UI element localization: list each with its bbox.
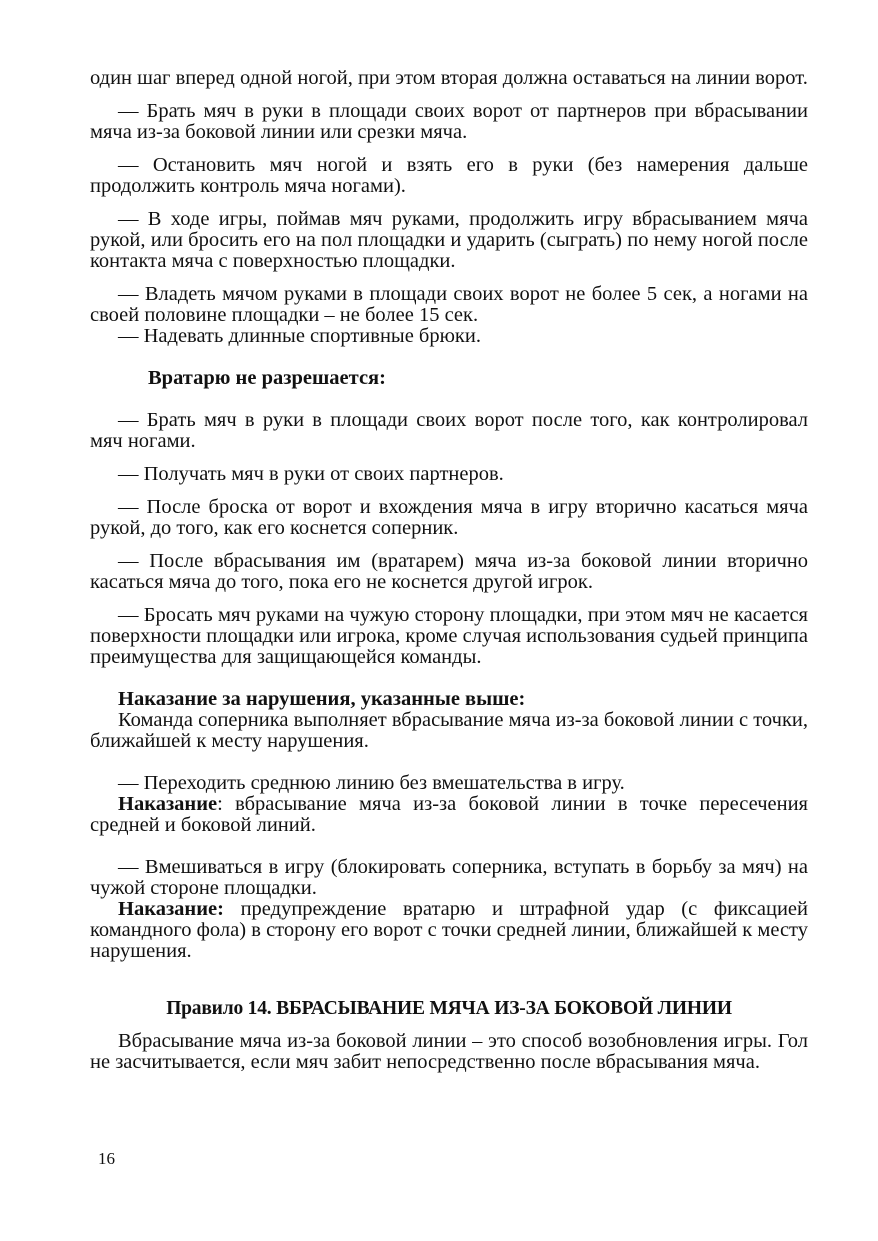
paragraph: — Владеть мячом руками в площади своих ворот не более 5 сек, а ногами на своей половине площадки – не более 15 сек. — [90, 283, 808, 326]
section-heading: Вратарю не разрешается: — [148, 367, 386, 389]
paragraph: — Остановить мяч ногой и взять его в руки (без намерения дальше продолжить контроль мяча ногами). — [90, 154, 808, 197]
penalty-text: Команда соперника выполняет вбрасывание мяча из-за боковой линии с точки, ближайшей к месту нарушения. — [90, 709, 808, 752]
list-item: — После вбрасывания им (вратарем) мяча из-за боковой линии вторично касаться мяча до того, пока его не коснется другой игрок. — [90, 550, 808, 593]
penalty-text — [90, 794, 808, 836]
paragraph: — В ходе игры, поймав мяч руками, продолжить игру вбрасыванием мяча рукой, или бросить его на пол площадки и ударить (сыграть) по нему ногой после контакта мяча с поверхностью площадки. — [90, 208, 808, 272]
rule-item: — Вмешиваться в игру (блокировать соперника, вступать в борьбу за мяч) на чужой стороне площадки. — [90, 856, 808, 899]
penalty-description: : вбрасывание мяча из-за боковой линии в точке пересечения средней и боковой линий. — [90, 793, 808, 836]
rule-item: — Переходить среднюю линию без вмешательства в игру. — [118, 772, 625, 794]
list-item: — После броска от ворот и вхождения мяча в игру вторично касаться мяча рукой, до того, как его коснется соперник. — [90, 496, 808, 539]
list-item: — Получать мяч в руки от своих партнеров. — [118, 463, 504, 485]
paragraph: Вбрасывание мяча из-за боковой линии – это способ возобновления игры. Гол не засчитывается, если мяч забит непосредственно после вбрасывания мяча. — [90, 1030, 808, 1073]
paragraph: один шаг вперед одной ногой, при этом вторая должна оставаться на линии ворот. — [90, 67, 808, 89]
paragraph: — Надевать длинные спортивные брюки. — [118, 325, 481, 347]
penalty-text — [90, 899, 808, 962]
document-page — [90, 68, 808, 1073]
rule-title: Правило 14. ВБРАСЫВАНИЕ МЯЧА ИЗ-ЗА БОКОВОЙ ЛИНИИ — [166, 998, 732, 1019]
list-item: — Бросать мяч руками на чужую сторону площадки, при этом мяч не касается поверхности площадки или игрока, кроме случая использования судьей принципа преимущества для защищающейся команды. — [90, 604, 808, 668]
paragraph: — Брать мяч в руки в площади своих ворот от партнеров при вбрасывании мяча из-за боковой линии или срезки мяча. — [90, 100, 808, 143]
list-item: — Брать мяч в руки в площади своих ворот после того, как контролировал мяч ногами. — [90, 409, 808, 452]
penalty-heading: Наказание за нарушения, указанные выше: — [118, 688, 526, 710]
page-number: 16 — [98, 1149, 115, 1168]
penalty-label: Наказание: — [118, 898, 224, 920]
penalty-label: Наказание — [118, 793, 218, 815]
penalty-description: предупреждение вратарю и штрафной удар (с фиксацией командного фола) в сторону его ворот с точки средней линии, ближайшей к месту нарушения. — [90, 898, 808, 962]
